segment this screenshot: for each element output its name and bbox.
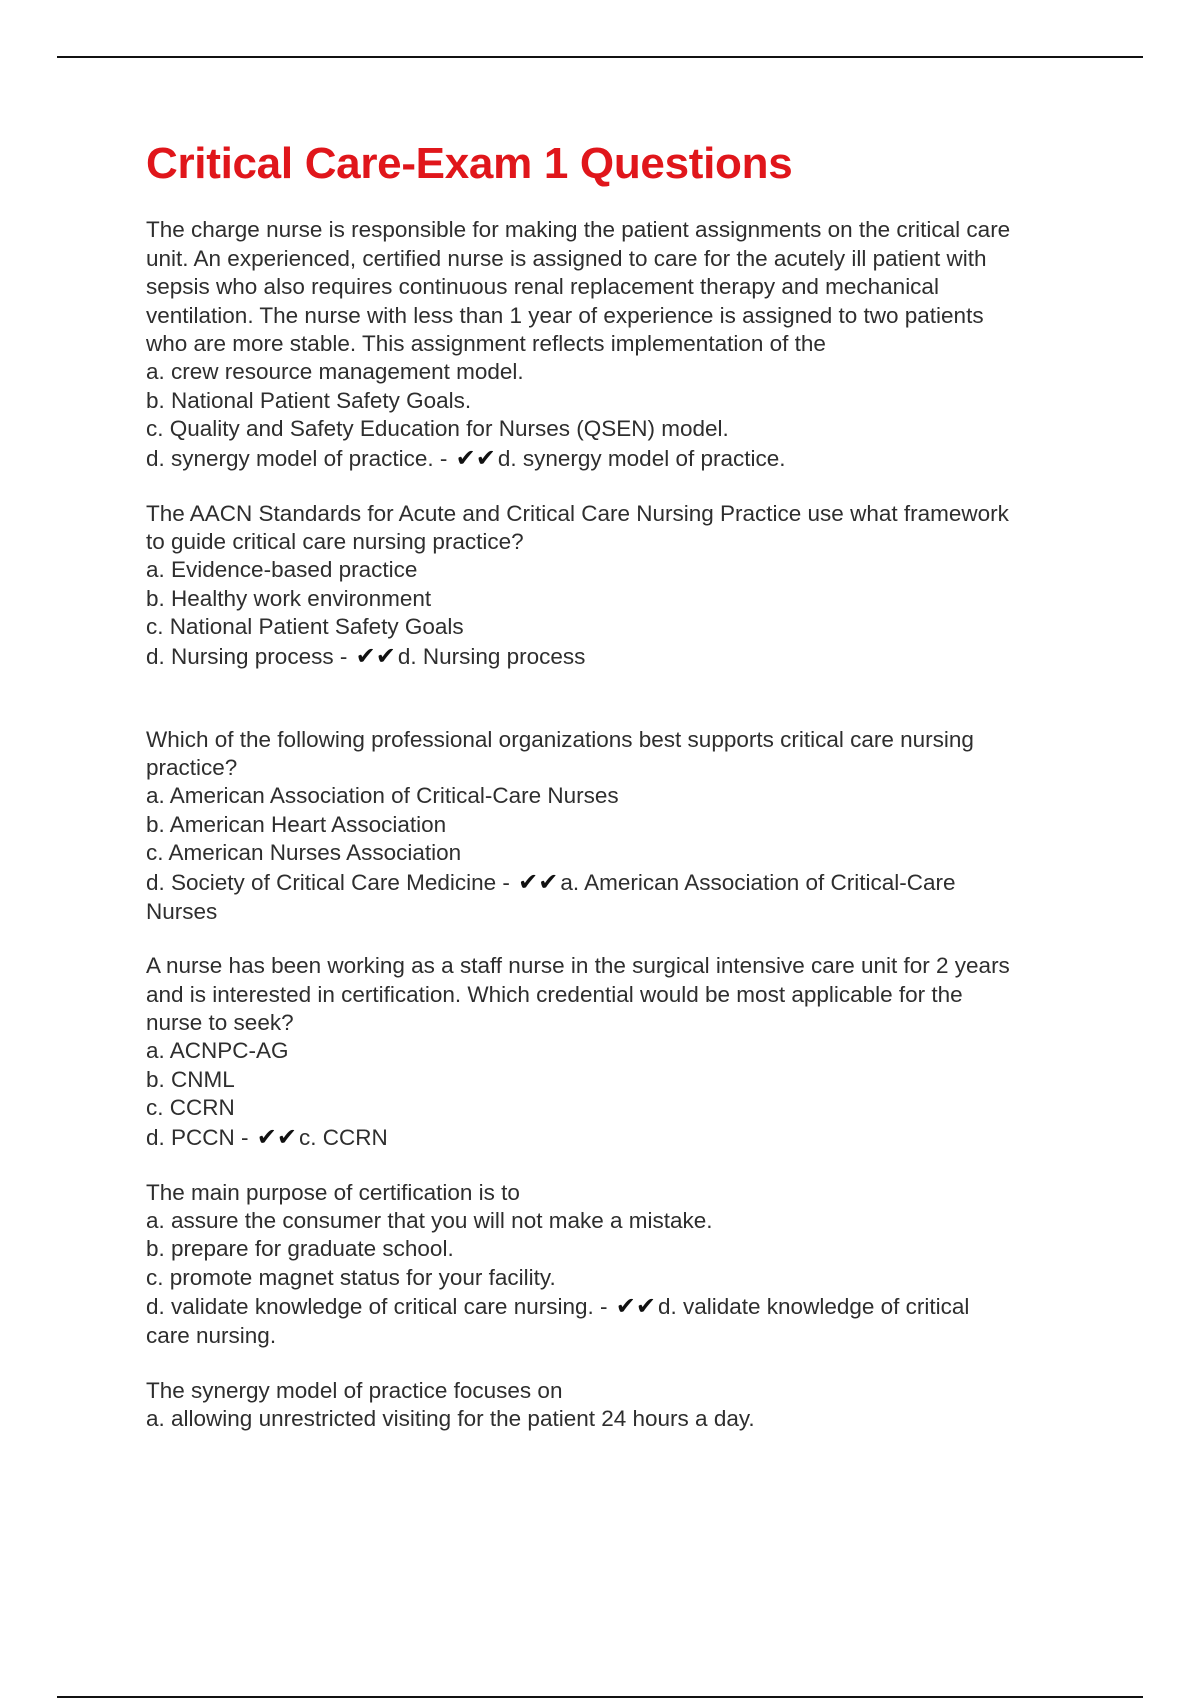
question-stem-line: sepsis who also requires continuous renal replacement therapy and mechanical: [146, 274, 939, 300]
correct-answer: d. validate knowledge of critical: [657, 1294, 970, 1320]
checkmark-icon: ✔✔: [455, 444, 496, 472]
option-d: d. Nursing process -: [146, 643, 348, 669]
question-stem-line: who are more stable. This assignment reflects implementation of the: [146, 331, 826, 357]
question-4: [146, 952, 1086, 1152]
question-2: [146, 500, 1086, 672]
option-d: d. synergy model of practice. -: [146, 445, 448, 471]
option-c: c. CCRN: [146, 1095, 235, 1121]
option-b: b. Healthy work environment: [146, 585, 432, 611]
option-b: b. CNML: [146, 1066, 235, 1092]
question-stem-line: The AACN Standards for Acute and Critical Care Nursing Practice use what framework: [146, 500, 1009, 526]
question-stem-line: The charge nurse is responsible for making the patient assignments on the critical care: [146, 217, 1011, 243]
option-a: a. ACNPC-AG: [146, 1038, 289, 1064]
option-c: c. promote magnet status for your facility.: [146, 1264, 556, 1290]
correct-answer-continued: Nurses: [146, 898, 218, 924]
checkmark-icon: ✔✔: [518, 868, 559, 896]
question-stem-line: to guide critical care nursing practice?: [146, 529, 524, 555]
correct-answer: a. American Association of Critical-Care: [560, 869, 956, 895]
question-1: [146, 216, 1086, 473]
answer-line: [146, 642, 1086, 672]
question-stem-line: practice?: [146, 755, 238, 781]
option-d: d. Society of Critical Care Medicine -: [146, 869, 510, 895]
option-b: b. prepare for graduate school.: [146, 1236, 454, 1262]
option-d: d. validate knowledge of critical care nursing. -: [146, 1294, 608, 1320]
question-stem-line: The main purpose of certification is to: [146, 1179, 520, 1205]
correct-answer: d. Nursing process: [397, 643, 586, 669]
question-stem-line: A nurse has been working as a staff nurse in the surgical intensive care unit for 2 years: [146, 953, 1010, 979]
option-c: c. National Patient Safety Goals: [146, 614, 464, 640]
question-stem-line: The synergy model of practice focuses on: [146, 1377, 563, 1403]
top-rule: [57, 56, 1143, 58]
bottom-rule: [57, 1696, 1143, 1698]
option-a: a. American Association of Critical-Care Nurses: [146, 783, 619, 809]
correct-answer: d. synergy model of practice.: [497, 445, 786, 471]
correct-answer: c. CCRN: [299, 1124, 388, 1150]
question-stem-line: Which of the following professional organizations best supports critical care nursing: [146, 726, 974, 752]
correct-answer-continued: care nursing.: [146, 1323, 277, 1349]
page-title: Critical Care-Exam 1 Questions: [146, 139, 793, 188]
question-stem-line: unit. An experienced, certified nurse is assigned to care for the acutely ill patient with: [146, 245, 987, 271]
question-5: [146, 1179, 1086, 1351]
question-stem-line: ventilation. The nurse with less than 1 year of experience is assigned to two patients: [146, 302, 984, 328]
question-3: [146, 726, 1086, 926]
question-stem-line: and is interested in certification. Which credential would be most applicable for the: [146, 981, 963, 1007]
question-stem-line: nurse to seek?: [146, 1009, 294, 1035]
answer-line: [146, 868, 1086, 898]
option-a: a. allowing unrestricted visiting for the patient 24 hours a day.: [146, 1405, 755, 1431]
checkmark-icon: ✔✔: [256, 1123, 297, 1151]
answer-line: [146, 444, 1086, 474]
option-d: d. PCCN -: [146, 1124, 249, 1150]
checkmark-icon: ✔✔: [355, 642, 396, 670]
answer-line: [146, 1123, 1086, 1153]
option-a: a. Evidence-based practice: [146, 557, 418, 583]
checkmark-icon: ✔✔: [615, 1293, 656, 1321]
option-c: c. Quality and Safety Education for Nurses (QSEN) model.: [146, 416, 729, 442]
question-6: [146, 1377, 1086, 1434]
option-b: b. American Heart Association: [146, 811, 447, 837]
option-a: a. assure the consumer that you will not make a mistake.: [146, 1207, 713, 1233]
answer-line: [146, 1292, 1086, 1322]
option-a: a. crew resource management model.: [146, 359, 524, 385]
option-c: c. American Nurses Association: [146, 840, 462, 866]
option-b: b. National Patient Safety Goals.: [146, 387, 472, 413]
document-body: [146, 140, 1086, 1433]
